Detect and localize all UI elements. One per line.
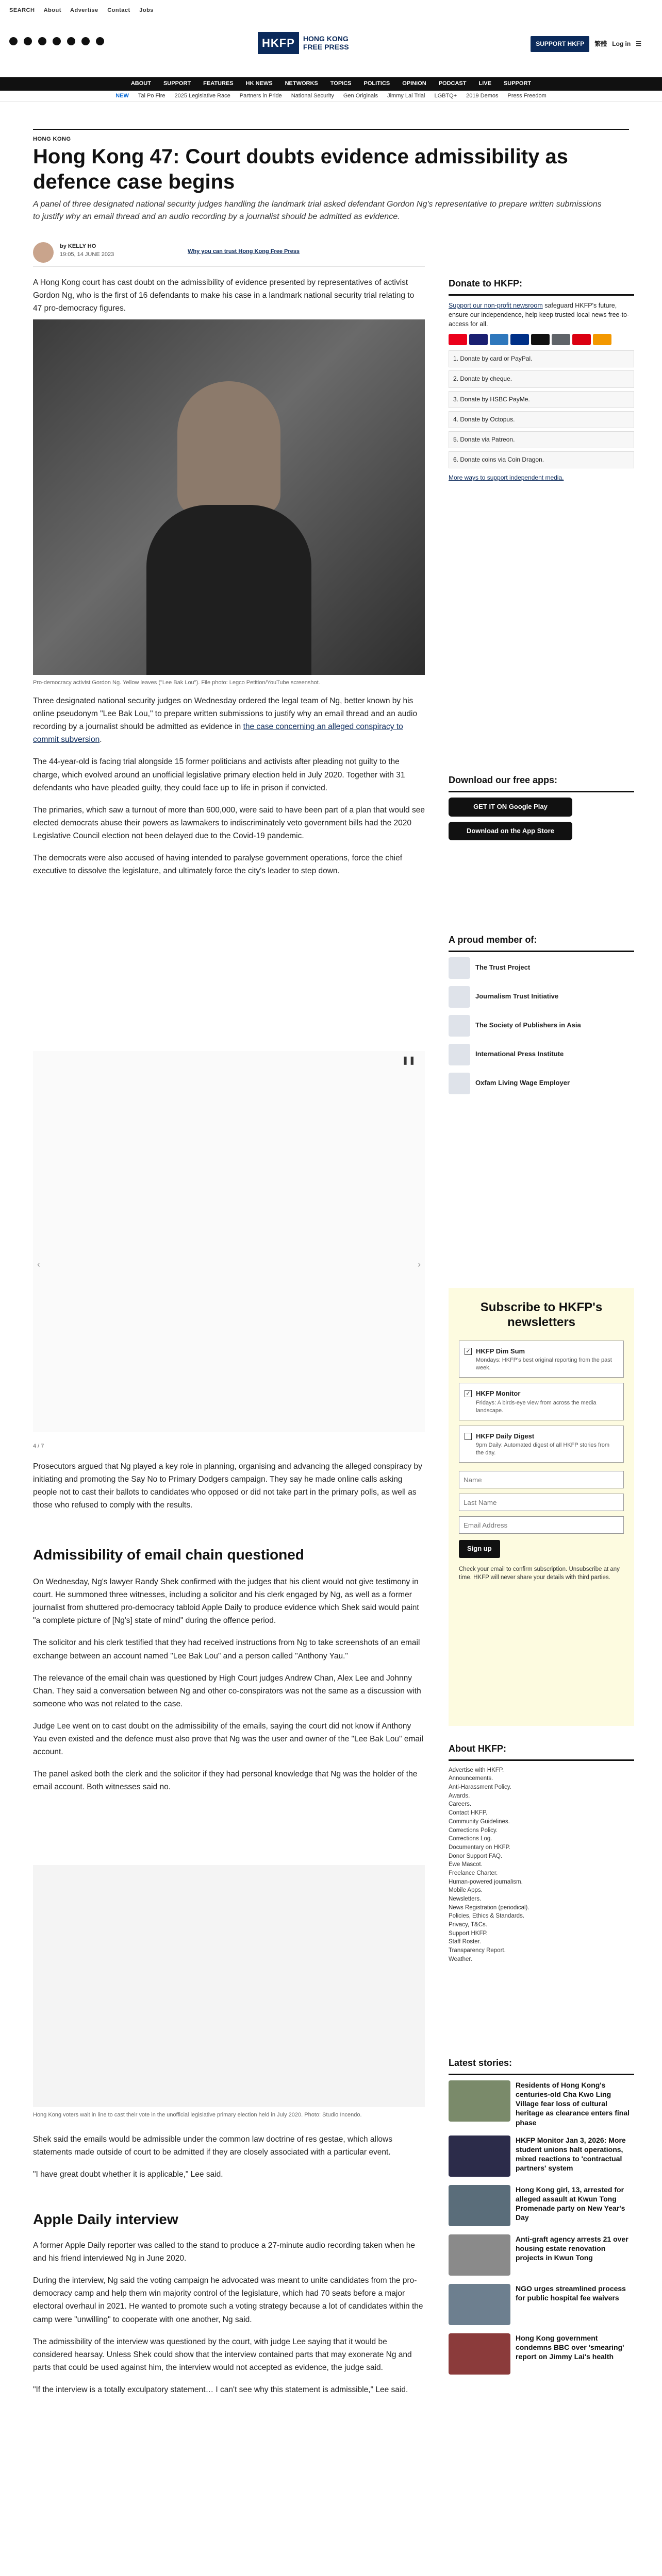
paragraph-11: The panel asked both the clerk and the solicitor if they had personal knowledge that Ng was the holder of the email account. Both witnesses said no. <box>33 1770 418 1792</box>
latest-title: Latest stories: <box>449 2056 634 2075</box>
publish-date: 19:05, 14 JUNE 2023 <box>60 251 114 258</box>
app-store-badge[interactable]: Download on the App Store <box>449 822 572 841</box>
trending-item[interactable]: Jimmy Lai Trial <box>387 92 425 99</box>
nav-item-topics[interactable]: TOPICS <box>330 80 352 87</box>
about-link[interactable]: Corrections Log. <box>449 1836 492 1842</box>
about-link[interactable]: Support HKFP. <box>449 1930 488 1937</box>
photo-slideshow <box>33 1051 425 1432</box>
donate-widget <box>449 276 634 484</box>
trust-project-icon <box>449 957 470 979</box>
x-icon[interactable] <box>24 37 32 45</box>
article-body-4 <box>33 2133 425 2190</box>
about-link[interactable]: Corrections Policy. <box>449 1827 498 1834</box>
threads-icon[interactable] <box>81 37 90 45</box>
nav-item-politics[interactable]: POLITICS <box>363 80 390 87</box>
paragraph-8: The solicitor and his clerk testified that they had received instructions from Ng to take screenshots of an email exchange between an account named "Lee Bak Lou" and a person called "Anthony Yau." <box>33 1638 420 1660</box>
trending-item[interactable]: Gen Originals <box>343 92 378 99</box>
google-pay-icon <box>552 334 570 345</box>
nav-item-podcast[interactable]: PODCAST <box>438 80 467 87</box>
about-link[interactable]: Ewe Mascot. <box>449 1861 483 1868</box>
youtube-icon[interactable] <box>53 37 61 45</box>
donate-option[interactable]: 1. Donate by card or PayPal. <box>449 350 634 367</box>
latest-item[interactable] <box>449 2136 634 2177</box>
ipi-icon <box>449 1044 470 1065</box>
paypal-icon <box>510 334 529 345</box>
checkbox-icon[interactable]: ✓ <box>465 1390 472 1397</box>
portrait-body <box>146 505 311 675</box>
trending-item[interactable]: 2019 Demos <box>466 92 499 99</box>
about-link[interactable]: About <box>43 7 61 13</box>
newsletter-title: Subscribe to HKFP's newsletters <box>480 1300 603 1329</box>
about-link[interactable]: Announcements. <box>449 1775 493 1782</box>
member-label: Oxfam Living Wage Employer <box>475 1079 570 1087</box>
donate-option[interactable]: 2. Donate by cheque. <box>449 370 634 387</box>
section-heading-apple-daily: Apple Daily interview <box>33 2211 178 2227</box>
trust-link[interactable]: Why you can trust Hong Kong Free Press <box>188 248 300 255</box>
about-widget <box>449 1741 634 1963</box>
nav-item-live[interactable]: LIVE <box>478 80 491 87</box>
member-sopa[interactable] <box>449 1015 634 1037</box>
about-link[interactable]: Contact HKFP. <box>449 1810 488 1817</box>
thumbnail <box>449 2080 510 2122</box>
oxfam-icon <box>449 1073 470 1094</box>
logo-line-2: FREE PRESS <box>303 42 349 51</box>
trending-bar <box>0 91 662 102</box>
conspiracy-case-link[interactable]: the case concerning an alleged conspiracy to commit subversion <box>33 722 403 744</box>
paragraph-10: Judge Lee went on to cast doubt on the admissibility of the emails, saying the court did not know if Anthony Yau even existed and the defence must also prove that Ng was the user and owner of the "Lee Bak Lou" email account. <box>33 1721 423 1757</box>
photo-gordon-ng <box>33 319 425 675</box>
header-actions <box>531 36 641 52</box>
p2-text: Three designated national security judges on Wednesday ordered the legal team of Ng, better known by his online pseudonym "Lee Bak Lou," to prepare written submissions to justify why an email thread and an audio recording by a journalist should be admitted as evidence in <box>33 697 418 732</box>
trending-item[interactable]: National Security <box>291 92 334 99</box>
newsletter-desc: 9pm Daily: Automated digest of all HKFP stories from the day. <box>476 1442 610 1456</box>
photo-voters-queue <box>33 1865 425 2107</box>
byline <box>33 242 425 267</box>
language-toggle[interactable]: 繁體 <box>594 40 607 47</box>
email-input[interactable] <box>459 1516 624 1534</box>
donate-text: safeguard HKFP's future, ensure our independence, help keep trusted local news free-to-access for all. <box>449 301 630 328</box>
more-ways-link[interactable]: More ways to support independent media. <box>449 474 564 482</box>
newsletter-name: HKFP Monitor <box>476 1389 521 1398</box>
nav-item-opinion[interactable]: OPINION <box>402 80 426 87</box>
apple-pay-icon <box>531 334 550 345</box>
about-link[interactable]: News Registration (periodical). <box>449 1904 529 1911</box>
article-paragraph <box>33 276 425 324</box>
about-link[interactable]: Transparency Report. <box>449 1947 506 1954</box>
paragraph-17: "If the interview is a totally exculpatory statement… I can't see why this statement is admissible," Lee said. <box>33 2385 408 2394</box>
about-link[interactable]: Newsletters. <box>449 1895 482 1902</box>
sopa-icon <box>449 1015 470 1037</box>
latest-item[interactable] <box>449 2185 634 2226</box>
paragraph-2 <box>33 694 425 746</box>
paragraph-6: Prosecutors argued that Ng played a key role in planning, organising and advancing the alleged conspiracy by initiating and promoting the Say No to Primary Dodgers campaign. They say he made online calls asking people not to cast their ballots to candidates who opposed or did not take part in the primary polls, as well as those who refused to comply with the results. <box>33 1462 422 1510</box>
latest-item[interactable] <box>449 2284 634 2325</box>
support-hkfp-button[interactable]: SUPPORT HKFP <box>531 36 589 52</box>
about-link[interactable]: Weather. <box>449 1956 472 1962</box>
top-utility-links <box>9 6 161 15</box>
paragraph-9: The relevance of the email chain was questioned by High Court judges Andrew Chan, Alex Lee and Johnny Chan. They said a conversation between Ng and other co-conspirators was not the same as a discussion with someone who was not related to the case. <box>33 1673 421 1708</box>
member-label: The Society of Publishers in Asia <box>475 1021 581 1029</box>
about-link[interactable]: Community Guidelines. <box>449 1818 510 1825</box>
paragraph-16: The admissibility of the interview was questioned by the court, with judge Lee saying that it would be considered hearsay. Unless Shek could show that the interview contained parts that may exonerate Ng and parts that could be used against him, the interview would not accepted as evidence, the judge said. <box>33 2337 412 2372</box>
donate-option[interactable]: 5. Donate via Patreon. <box>449 431 634 448</box>
about-link[interactable]: Human-powered journalism. <box>449 1878 523 1885</box>
newsletter-digest-text <box>476 1431 618 1457</box>
photo-caption: Hong Kong voters wait in line to cast their vote in the unofficial legislative primary election held in July 2020. Photo: Studio Incendo. <box>33 2112 362 2118</box>
newsletter-name: HKFP Dim Sum <box>476 1347 525 1355</box>
nav-item-support-2[interactable]: SUPPORT <box>503 80 532 87</box>
donate-option[interactable]: 3. Donate by HSBC PayMe. <box>449 391 634 408</box>
site-header <box>0 0 662 77</box>
latest-headline[interactable]: Hong Kong government condemns BBC over 'smearing' report on Jimmy Lai's health <box>516 2333 624 2361</box>
thumbnail <box>449 2234 510 2276</box>
paragraph-5: The democrats were also accused of having intended to paralyse government operations, force the chief executive to dissolve the legislature, and ultimately force the city's leader to step down. <box>33 854 402 876</box>
article-deck: A panel of three designated national security judges handling the landmark trial asked defendant Gordon Ng's representative to prepare written submissions to justify why an email thread and an audio recording by a journalist should be admitted as evidence. <box>33 200 602 221</box>
site-logo[interactable] <box>258 32 349 54</box>
article-body-1 <box>33 694 425 887</box>
nav-item-features[interactable]: FEATURES <box>203 80 234 87</box>
member-ipi[interactable] <box>449 1044 634 1065</box>
google-play-badge[interactable]: GET IT ON Google Play <box>449 798 572 817</box>
checkbox-icon[interactable] <box>465 1433 472 1440</box>
paragraph-7: On Wednesday, Ng's lawyer Randy Shek confirmed with the judges that his client would not give testimony in court. He summoned three witnesses, including a solicitor and his clerk engaged by Ng, as well as a former journalist from shuttered pro-democracy tabloid Apple Daily to produce evidence which Shek said would paint "a complete picture of [Ng's] state of mind" during the offence period. <box>33 1578 419 1625</box>
latest-item[interactable] <box>449 2333 634 2375</box>
visa-icon <box>469 334 488 345</box>
payme-icon <box>572 334 591 345</box>
paragraph-3: The 44-year-old is facing trial alongside 15 former politicians and activists after pleading not guilty to the charge, which evolved around an unofficial legislative primary election held in July 2020. Together with 31 defendants who have pleaded guilty, they could face up to life in prison if convicted. <box>33 757 405 792</box>
checkbox-icon[interactable]: ✓ <box>465 1348 472 1355</box>
latest-item[interactable] <box>449 2234 634 2276</box>
new-label: NEW <box>115 92 129 99</box>
newsletter-dimsum[interactable] <box>459 1341 624 1378</box>
paragraph-15: During the interview, Ng said the voting campaign he advocated was meant to unite candidates from the pro-democracy camp and help them win majority control of the legislature, which had 70 seats before a major electoral overhaul in 2021. He wanted to promote such a voting strategy because a lot of candidates within the camp were "unwilling" to cooperate with one another, Ng said. <box>33 2276 423 2324</box>
logo-line-1: HONG KONG <box>303 35 349 43</box>
about-link[interactable]: Policies, Ethics & Standards. <box>449 1913 525 1920</box>
newsletter-monitor[interactable] <box>459 1383 624 1420</box>
thumbnail <box>449 2284 510 2325</box>
facebook-icon[interactable] <box>9 37 18 45</box>
apps-widget <box>449 773 634 845</box>
name-input[interactable] <box>459 1471 624 1488</box>
trending-item[interactable]: 2025 Legislative Race <box>174 92 230 99</box>
apps-title: Download our free apps: <box>449 773 634 792</box>
latest-headline[interactable]: HKFP Monitor Jan 3, 2026: More student unions halt operations, mixed reactions to 'contractual partners' system <box>516 2136 626 2173</box>
telegram-icon[interactable] <box>67 37 75 45</box>
contact-link[interactable]: Contact <box>107 7 130 13</box>
slide-counter: 4 / 7 <box>33 1443 44 1449</box>
member-label: Journalism Trust Initiative <box>475 992 559 1001</box>
article-body-3 <box>33 1575 425 1803</box>
article-body-2 <box>33 1460 425 1521</box>
membership-widget <box>449 933 634 1101</box>
nav-item-networks[interactable]: NETWORKS <box>285 80 318 87</box>
about-link[interactable]: Staff Roster. <box>449 1939 482 1945</box>
latest-widget <box>449 2056 634 2383</box>
member-jti[interactable] <box>449 986 634 1008</box>
next-arrow-icon[interactable]: › <box>418 1259 421 1269</box>
social-links <box>9 37 104 45</box>
about-link[interactable]: Anti-Harassment Policy. <box>449 1784 511 1791</box>
about-link[interactable]: Awards. <box>449 1792 470 1799</box>
trending-item[interactable]: Tai Po Fire <box>138 92 166 99</box>
sign-up-button[interactable]: Sign up <box>459 1540 500 1558</box>
newsletter-name: HKFP Daily Digest <box>476 1432 535 1440</box>
newsletter-widget <box>449 1288 634 1726</box>
donate-options <box>449 350 634 468</box>
newsletter-dimsum-text <box>476 1346 618 1372</box>
instagram-icon[interactable] <box>38 37 46 45</box>
newsletter-monitor-text <box>476 1388 618 1414</box>
amex-icon <box>490 334 508 345</box>
about-link[interactable]: Advertise with HKFP. <box>449 1767 504 1773</box>
donate-link[interactable]: Support our non-profit newsroom <box>449 301 543 309</box>
section-divider <box>33 129 629 130</box>
member-label: International Press Institute <box>475 1050 564 1058</box>
paragraph-4: The primaries, which saw a turnout of more than 600,000, were said to have been part of a plan that would see elected democrats abuse their powers as lawmakers to indiscriminately veto government bills had the 2020 Legislative Council election not been delayed due to the Covid-19 pandemic. <box>33 805 425 840</box>
donate-blurb <box>449 301 634 329</box>
member-oxfam[interactable] <box>449 1073 634 1094</box>
logo-wordmark <box>303 35 349 51</box>
category-tag[interactable]: HONG KONG <box>33 136 71 142</box>
logo-mark: HKFP <box>258 32 299 54</box>
article-body-5 <box>33 2239 425 2405</box>
member-title: A proud member of: <box>449 933 634 952</box>
portrait-shape <box>177 381 280 515</box>
latest-headline[interactable]: Anti-graft agency arrests 21 over housing estate renovation projects in Kwun Tong <box>516 2234 628 2262</box>
photo-caption: Pro-democracy activist Gordon Ng. Yellow leaves ("Lee Bak Lou"). File photo: Legco Petition/YouTube screenshot. <box>33 680 320 686</box>
about-links <box>449 1766 634 1963</box>
about-link[interactable]: Careers. <box>449 1801 472 1808</box>
last-name-input[interactable] <box>459 1494 624 1511</box>
jobs-link[interactable]: Jobs <box>139 7 154 13</box>
member-trust-project[interactable] <box>449 957 634 979</box>
paragraph-12: Shek said the emails would be admissible under the common law doctrine of res gestae, which allows statements made outside of court to be admitted if they are closely associated with a particular event. <box>33 2135 392 2157</box>
thumbnail <box>449 2185 510 2226</box>
main-nav <box>0 77 662 91</box>
nav-item-about[interactable]: ABOUT <box>130 80 151 87</box>
section-heading-email: Admissibility of email chain questioned <box>33 1547 304 1563</box>
prev-arrow-icon[interactable]: ‹ <box>37 1259 40 1269</box>
about-link[interactable]: Freelance Charter. <box>449 1870 498 1876</box>
login-link[interactable]: Log in <box>612 40 631 47</box>
latest-headline[interactable]: Residents of Hong Kong's centuries-old Cha Kwo Ling Village fear loss of cultural heritage as clearance enters final phase <box>516 2080 630 2127</box>
paragraph-1: A Hong Kong court has cast doubt on the admissibility of evidence presented by representatives of activist Gordon Ng, who is the first of 16 defendants to make his case in a landmark national security trial relating to 47 pro-democracy figures. <box>33 278 415 313</box>
member-label: The Trust Project <box>475 963 531 972</box>
donate-option[interactable]: 4. Donate by Octopus. <box>449 411 634 428</box>
payment-icons <box>449 334 634 345</box>
nav-item-support[interactable]: SUPPORT <box>163 80 191 87</box>
about-link[interactable]: Donor Support FAQ. <box>449 1853 503 1859</box>
mastercard-icon <box>449 334 467 345</box>
about-link[interactable]: Privacy, T&Cs. <box>449 1921 487 1928</box>
search-link[interactable]: SEARCH <box>9 7 35 13</box>
thumbnail <box>449 2333 510 2375</box>
pause-icon[interactable]: ❚❚ <box>402 1056 416 1065</box>
paragraph-14: A former Apple Daily reporter was called to the stand to produce a 27-minute audio recording taken when he and his friend interviewed Ng in June 2020. <box>33 2241 415 2263</box>
latest-headline[interactable]: NGO urges streamlined process for public hospital fee waivers <box>516 2284 626 2302</box>
about-link[interactable]: Documentary on HKFP. <box>449 1844 510 1851</box>
donate-option[interactable]: 6. Donate coins via Coin Dragon. <box>449 451 634 468</box>
page-title: Hong Kong 47: Court doubts evidence admissibility as defence case begins <box>33 145 568 193</box>
author-name[interactable]: by KELLY HO <box>60 243 96 249</box>
jti-icon <box>449 986 470 1008</box>
about-title: About HKFP: <box>449 1741 634 1761</box>
octopus-icon <box>593 334 611 345</box>
latest-headline[interactable]: Hong Kong girl, 13, arrested for alleged assault at Kwun Tong Promenade party on New Year's Day <box>516 2185 625 2222</box>
newsletter-desc: Fridays: A birds-eye view from across the media landscape. <box>476 1399 597 1414</box>
newsletter-desc: Mondays: HKFP's best original reporting from the past week. <box>476 1357 612 1371</box>
newsletter-digest[interactable] <box>459 1426 624 1463</box>
trending-item[interactable]: Press Freedom <box>507 92 547 99</box>
donate-title: Donate to HKFP: <box>449 276 634 296</box>
paragraph-13: "I have great doubt whether it is applicable," Lee said. <box>33 2170 223 2179</box>
p2-end: . <box>100 735 102 744</box>
nav-item-hk-news[interactable]: HK NEWS <box>245 80 273 87</box>
avatar <box>33 242 54 263</box>
about-link[interactable]: Mobile Apps. <box>449 1887 483 1894</box>
thumbnail <box>449 2136 510 2177</box>
subscribe-note: Check your email to confirm subscription. Unsubscribe at any time. HKFP will never share your details with third parties. <box>459 1566 620 1581</box>
advertise-link[interactable]: Advertise <box>70 7 98 13</box>
trending-item[interactable]: Partners in Pride <box>239 92 282 99</box>
trending-item[interactable]: LGBTQ+ <box>434 92 457 99</box>
latest-item[interactable] <box>449 2080 634 2127</box>
menu-icon[interactable]: ☰ <box>636 40 641 47</box>
linkedin-icon[interactable] <box>96 37 104 45</box>
